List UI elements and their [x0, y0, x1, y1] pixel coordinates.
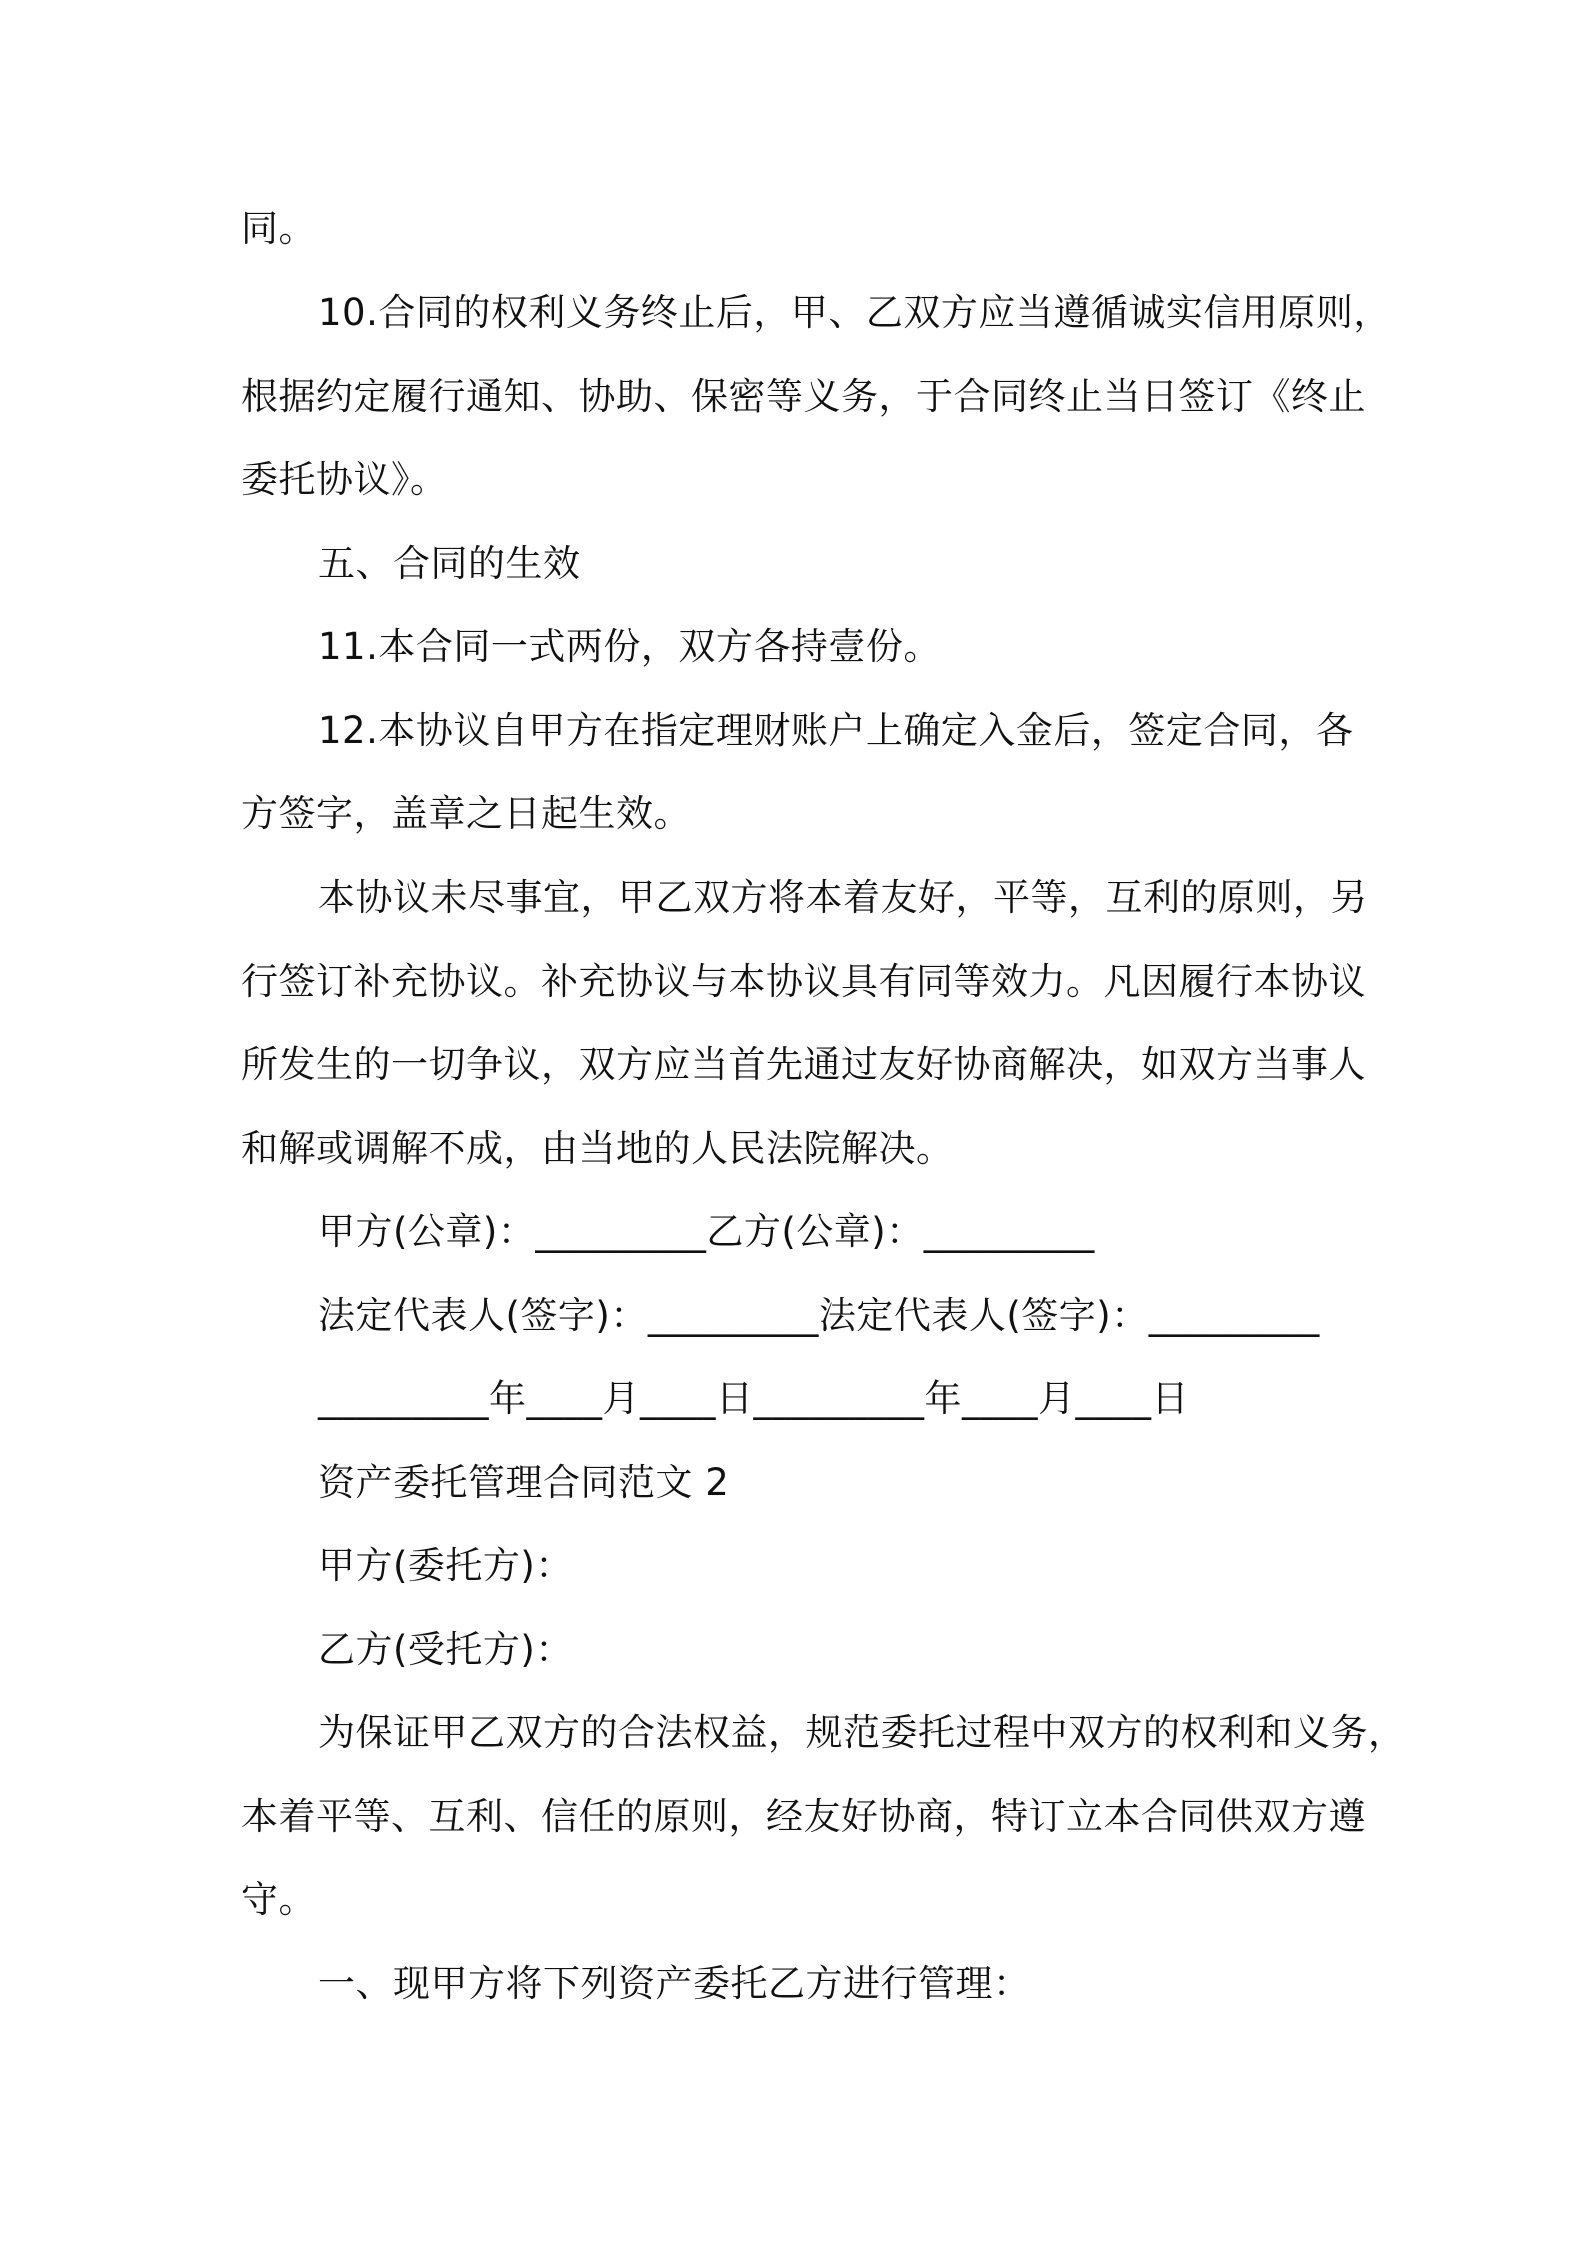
party-a-label: 甲方(委托方)：	[318, 1544, 573, 1587]
supplement-line-3: 所发生的一切争议，双方应当首先通过友好协商解决，如双方当事人	[241, 1043, 1366, 1086]
supplement-line-1: 本协议未尽事宜，甲乙双方将本着友好，平等，互利的原则，另	[318, 876, 1368, 919]
preamble-line-1: 为保证甲乙双方的合法权益，规范委托过程中双方的权利和义务，	[318, 1711, 1406, 1754]
signature-representative-line: 法定代表人(签字)：_________法定代表人(签字)：_________	[318, 1294, 1320, 1337]
signature-seal-line: 甲方(公章)：_________乙方(公章)：_________	[318, 1210, 1095, 1253]
section-heading-assets: 一、现甲方将下列资产委托乙方进行管理：	[318, 1962, 1031, 2005]
clause-12-line-1: 12.本协议自甲方在指定理财账户上确定入金后，签定合同，各	[318, 709, 1354, 752]
section-heading-effect: 五、合同的生效	[318, 542, 581, 585]
party-b-label: 乙方(受托方)：	[318, 1628, 573, 1671]
clause-10-line-1: 10.合同的权利义务终止后，甲、乙双方应当遵循诚实信用原则，	[318, 291, 1391, 334]
signature-date-line: _________年____月____日_________年____月____日	[318, 1377, 1189, 1420]
preamble-line-2: 本着平等、互利、信任的原则，经友好协商，特订立本合同供双方遵	[241, 1795, 1366, 1838]
supplement-line-2: 行签订补充协议。补充协议与本协议具有同等效力。凡因履行本协议	[241, 960, 1366, 1003]
clause-10-line-2: 根据约定履行通知、协助、保密等义务，于合同终止当日签订《终止	[241, 375, 1366, 418]
preamble-line-3: 守。	[241, 1878, 316, 1921]
paragraph-line: 同。	[241, 207, 316, 250]
clause-11: 11.本合同一式两份，双方各持壹份。	[318, 625, 941, 668]
clause-12-line-2: 方签字，盖章之日起生效。	[241, 792, 691, 835]
supplement-line-4: 和解或调解不成，由当地的人民法院解决。	[241, 1127, 954, 1170]
document-section-title: 资产委托管理合同范文 2	[318, 1461, 730, 1504]
clause-10-line-3: 委托协议》。	[241, 458, 448, 501]
